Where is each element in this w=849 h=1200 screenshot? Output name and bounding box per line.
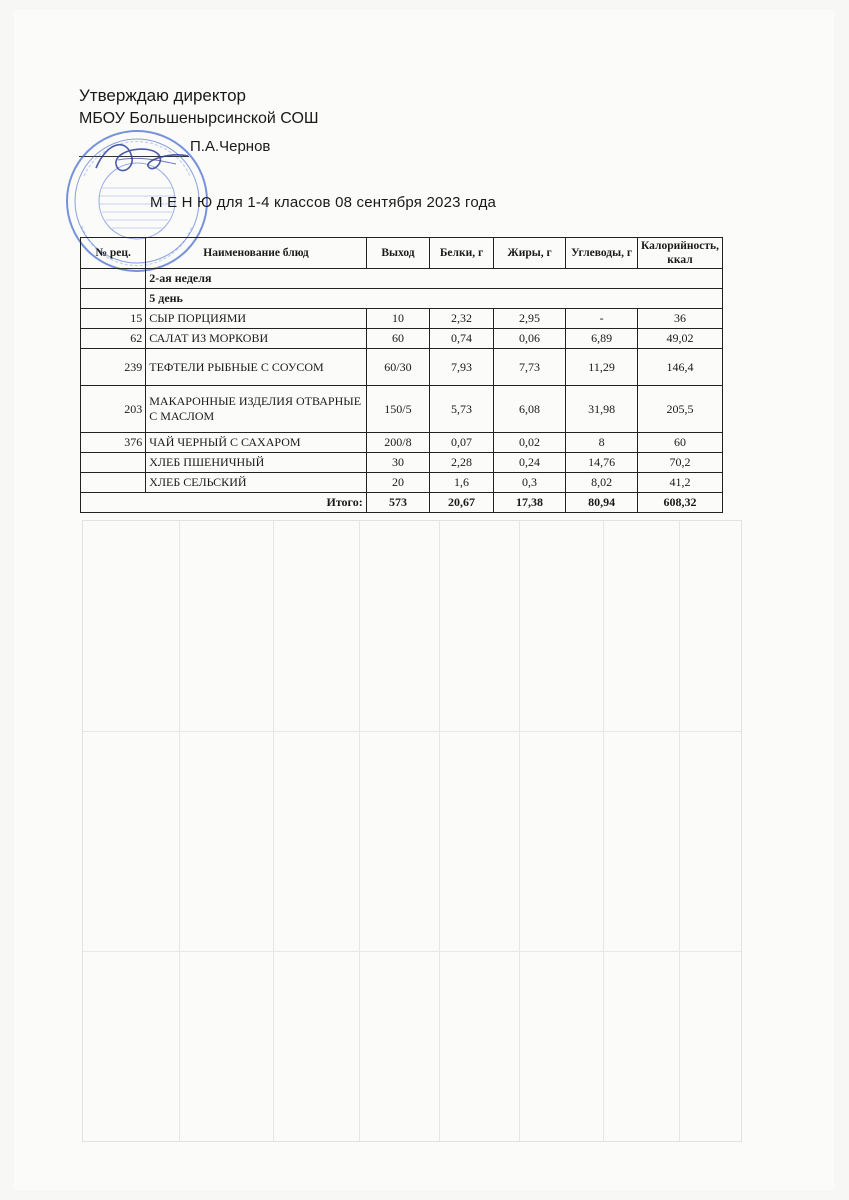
total-calories: 608,32 — [637, 493, 722, 513]
protein-value: 2,28 — [430, 453, 494, 473]
carbs-value: 11,29 — [566, 349, 638, 386]
approval-line: Утверждаю директор — [79, 86, 247, 105]
dish-name: ХЛЕБ СЕЛЬСКИЙ — [146, 473, 366, 493]
fat-value: 0,06 — [493, 329, 565, 349]
protein-value: 1,6 — [430, 473, 494, 493]
week-label: 2-ая неделя — [146, 269, 723, 289]
output-value: 10 — [366, 309, 430, 329]
total-fat: 17,38 — [493, 493, 565, 513]
dish-name: СЫР ПОРЦИЯМИ — [146, 309, 366, 329]
dish-name: ХЛЕБ ПШЕНИЧНЫЙ — [146, 453, 366, 473]
fat-value: 0,02 — [493, 433, 565, 453]
output-value: 30 — [366, 453, 430, 473]
recipe-number — [81, 473, 146, 493]
output-value: 150/5 — [366, 386, 430, 433]
carbs-value: 6,89 — [566, 329, 638, 349]
carbs-value: 31,98 — [566, 386, 638, 433]
calories-value: 70,2 — [637, 453, 722, 473]
carbs-value: 8,02 — [566, 473, 638, 493]
col-header-protein: Белки, г — [430, 238, 494, 269]
calories-value: 49,02 — [637, 329, 722, 349]
table-row — [81, 309, 723, 329]
table-row — [81, 433, 723, 453]
table-header-row — [81, 238, 723, 269]
menu-table — [80, 237, 723, 513]
total-carbs: 80,94 — [566, 493, 638, 513]
recipe-number: 15 — [81, 309, 146, 329]
calories-value: 41,2 — [637, 473, 722, 493]
col-header-fat: Жиры, г — [493, 238, 565, 269]
recipe-number: 239 — [81, 349, 146, 386]
carbs-value: 14,76 — [566, 453, 638, 473]
fat-value: 0,3 — [493, 473, 565, 493]
menu-title: М Е Н Ю для 1-4 классов 08 сентября 2023 года — [150, 194, 497, 211]
col-header-carbs: Углеводы, г — [566, 238, 638, 269]
week-row — [81, 269, 723, 289]
dish-name: ТЕФТЕЛИ РЫБНЫЕ С СОУСОМ — [146, 349, 366, 386]
col-header-calories: Калорийность, ккал — [637, 238, 722, 269]
recipe-number: 62 — [81, 329, 146, 349]
day-row — [81, 289, 723, 309]
carbs-value: 8 — [566, 433, 638, 453]
protein-value: 5,73 — [430, 386, 494, 433]
col-header-output: Выход — [366, 238, 430, 269]
calories-value: 205,5 — [637, 386, 722, 433]
signer-name: П.А.Чернов — [190, 138, 271, 155]
day-label: 5 день — [146, 289, 723, 309]
calories-value: 36 — [637, 309, 722, 329]
fat-value: 6,08 — [493, 386, 565, 433]
output-value: 60/30 — [366, 349, 430, 386]
calories-value: 60 — [637, 433, 722, 453]
col-header-recipe: № рец. — [81, 238, 146, 269]
dish-name: ЧАЙ ЧЕРНЫЙ С САХАРОМ — [146, 433, 366, 453]
carbs-value: - — [566, 309, 638, 329]
table-row — [81, 386, 723, 433]
protein-value: 0,07 — [430, 433, 494, 453]
director-signature — [88, 130, 198, 190]
table-row — [81, 473, 723, 493]
protein-value: 2,32 — [430, 309, 494, 329]
recipe-number — [81, 453, 146, 473]
dish-name: САЛАТ ИЗ МОРКОВИ — [146, 329, 366, 349]
protein-value: 0,74 — [430, 329, 494, 349]
total-protein: 20,67 — [430, 493, 494, 513]
table-row — [81, 349, 723, 386]
output-value: 20 — [366, 473, 430, 493]
fat-value: 7,73 — [493, 349, 565, 386]
dish-name: МАКАРОННЫЕ ИЗДЕЛИЯ ОТВАРНЫЕ С МАСЛОМ — [146, 386, 366, 433]
recipe-number: 203 — [81, 386, 146, 433]
output-value: 60 — [366, 329, 430, 349]
school-name: МБОУ Большенырсинской СОШ — [79, 110, 319, 127]
col-header-dish: Наименование блюд — [146, 238, 366, 269]
fat-value: 0,24 — [493, 453, 565, 473]
recipe-number: 376 — [81, 433, 146, 453]
total-row — [81, 493, 723, 513]
reverse-side-show-through — [82, 520, 742, 1142]
fat-value: 2,95 — [493, 309, 565, 329]
protein-value: 7,93 — [430, 349, 494, 386]
total-output: 573 — [366, 493, 430, 513]
output-value: 200/8 — [366, 433, 430, 453]
table-row — [81, 453, 723, 473]
table-row — [81, 329, 723, 349]
calories-value: 146,4 — [637, 349, 722, 386]
total-label: Итого: — [81, 493, 367, 513]
